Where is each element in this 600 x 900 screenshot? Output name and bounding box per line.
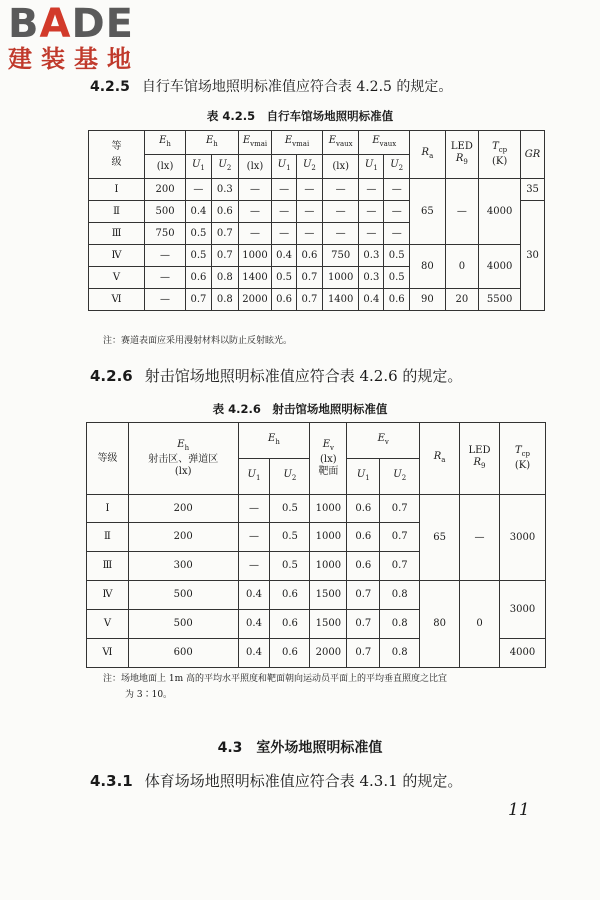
evmai-u2-cell: 0.6: [296, 245, 322, 267]
header-evaux-unit: (lx): [322, 155, 359, 179]
evmai-u1-cell: 0.5: [272, 267, 297, 289]
header-led-r9: LED $R_9$: [460, 423, 500, 495]
header-u1: $U_1$: [347, 459, 380, 495]
tcp-cell: 4000: [479, 179, 521, 245]
evmai-u1-cell: 0.4: [272, 245, 297, 267]
table-row: [89, 179, 545, 201]
u2-cell: 0.5: [270, 552, 310, 581]
tcp-cell: 4000: [479, 245, 521, 289]
header-grade: 等级: [89, 131, 145, 179]
ev-u1-cell: 0.7: [347, 581, 380, 610]
clause-4-3-1: [90, 770, 462, 791]
u1-cell: 0.5: [186, 223, 212, 245]
header-eh-unit: (lx): [145, 155, 186, 179]
header-u1: $U_1$: [186, 155, 212, 179]
evaux-u2-cell: 0.5: [384, 267, 410, 289]
table2-caption: 表 4.2.6 射击馆场地照明标准值: [212, 402, 388, 416]
tcp-cell: 5500: [479, 289, 521, 311]
table-row: [87, 581, 546, 610]
clause-4-2-6: [90, 365, 462, 386]
ev-u1-cell: 0.6: [347, 523, 380, 552]
r9-cell: —: [460, 495, 500, 581]
evaux-u2-cell: —: [384, 201, 410, 223]
evaux-cell: —: [322, 201, 359, 223]
section-heading: [0, 737, 600, 757]
ev-u1-cell: 0.7: [347, 639, 380, 668]
u1-cell: 0.7: [186, 289, 212, 311]
evaux-u1-cell: —: [359, 179, 384, 201]
r9-cell: —: [445, 179, 478, 245]
header-ev-uniformity: $E_v$: [347, 423, 420, 459]
ra-cell: 80: [420, 581, 460, 668]
header-u2: $U_2$: [270, 459, 310, 495]
u1-cell: —: [238, 552, 270, 581]
table-row: [87, 495, 546, 523]
evaux-u2-cell: 0.5: [384, 245, 410, 267]
evmai-cell: 1000: [238, 245, 271, 267]
clause-number: 4.2.5: [90, 79, 130, 95]
u2-cell: 0.7: [211, 245, 238, 267]
u1-cell: —: [238, 523, 270, 552]
clause-text: 射击馆场地照明标准值应符合表 4.2.6 的规定。: [144, 367, 463, 385]
evmai-u1-cell: —: [272, 179, 297, 201]
table1-note: 注：赛道表面应采用漫射材料以防止反射眩光。: [103, 336, 293, 346]
evaux-u1-cell: 0.3: [359, 267, 384, 289]
evaux-u2-cell: 0.6: [384, 289, 410, 311]
ra-cell: 90: [410, 289, 446, 311]
header-evaux: $E_{vaux}$: [322, 131, 359, 155]
note-line: 为 3∶10。: [125, 690, 173, 700]
evaux-cell: —: [322, 223, 359, 245]
evaux-cell: 1400: [322, 289, 359, 311]
r9-cell: 0: [445, 245, 478, 289]
section-title: 室外场地照明标准值: [256, 740, 383, 756]
header-u2: $U_2$: [380, 459, 420, 495]
u1-cell: —: [186, 179, 212, 201]
table-row: [89, 289, 545, 311]
u1-cell: 0.4: [186, 201, 212, 223]
header-eh: $E_h$: [145, 131, 186, 155]
ev-cell: 1500: [310, 581, 347, 610]
ev-cell: 1000: [310, 495, 347, 523]
u1-cell: 0.5: [186, 245, 212, 267]
eh-cell: 500: [145, 201, 186, 223]
evaux-u1-cell: —: [359, 201, 384, 223]
ev-u2-cell: 0.7: [380, 552, 420, 581]
u2-cell: 0.3: [211, 179, 238, 201]
ev-u1-cell: 0.6: [347, 495, 380, 523]
clause-number: 4.2.6: [90, 367, 133, 385]
clause-number: 4.3.1: [90, 772, 133, 790]
ev-u1-cell: 0.6: [347, 552, 380, 581]
header-ev-target: $E_v$ (lx) 靶面: [310, 423, 347, 495]
table2-note: [103, 671, 447, 703]
header-eh-uniformity: $E_h$: [238, 423, 310, 459]
gr-cell: 30: [521, 201, 545, 311]
evmai-u2-cell: —: [296, 179, 322, 201]
r9-cell: 20: [445, 289, 478, 311]
header-u1: $U_1$: [359, 155, 384, 179]
u2-cell: 0.5: [270, 523, 310, 552]
evmai-cell: 2000: [238, 289, 271, 311]
ev-u2-cell: 0.7: [380, 523, 420, 552]
grade-cell: Ⅳ: [89, 245, 145, 267]
grade-cell: Ⅳ: [87, 581, 129, 610]
evmai-u2-cell: —: [296, 201, 322, 223]
tcp-cell: 4000: [499, 639, 545, 668]
u2-cell: 0.6: [270, 610, 310, 639]
header-grade: 等级: [87, 423, 129, 495]
r9-cell: 0: [460, 581, 500, 668]
ev-cell: 1000: [310, 552, 347, 581]
grade-cell: Ⅱ: [89, 201, 145, 223]
note-line: 注：场地地面上 1m 高的平均水平照度和靶面朝向运动员平面上的平均垂直照度之比宜: [103, 674, 447, 684]
header-u2: $U_2$: [211, 155, 238, 179]
ra-cell: 80: [410, 245, 446, 289]
logo-subtitle: 建装基地: [8, 45, 140, 73]
u2-cell: 0.6: [270, 639, 310, 668]
evaux-u1-cell: 0.3: [359, 245, 384, 267]
eh-cell: —: [145, 267, 186, 289]
header-evmai: $E_{vmai}$: [238, 131, 271, 155]
gr-cell: 35: [521, 179, 545, 201]
ev-u1-cell: 0.7: [347, 610, 380, 639]
eh-cell: 500: [128, 610, 238, 639]
u1-cell: 0.6: [186, 267, 212, 289]
u1-cell: 0.4: [238, 639, 270, 668]
header-eh-uniformity: $E_h$: [186, 131, 239, 155]
evaux-cell: —: [322, 179, 359, 201]
grade-cell: Ⅱ: [87, 523, 129, 552]
header-evmai-uniformity: $E_{vmai}$: [272, 131, 323, 155]
ev-cell: 2000: [310, 639, 347, 668]
eh-cell: 500: [128, 581, 238, 610]
bicycle-venue-table: [88, 130, 545, 311]
ev-cell: 1500: [310, 610, 347, 639]
logo: [8, 1, 140, 73]
grade-cell: Ⅰ: [87, 495, 129, 523]
eh-cell: 200: [145, 179, 186, 201]
header-u1: $U_1$: [238, 459, 270, 495]
eh-cell: 600: [128, 639, 238, 668]
clause-text: 体育场场地照明标准值应符合表 4.3.1 的规定。: [144, 772, 463, 790]
evmai-u1-cell: 0.6: [272, 289, 297, 311]
ev-u2-cell: 0.8: [380, 581, 420, 610]
header-u2: $U_2$: [296, 155, 322, 179]
header-evmai-unit: (lx): [238, 155, 271, 179]
u1-cell: 0.4: [238, 581, 270, 610]
u2-cell: 0.6: [270, 581, 310, 610]
evmai-cell: —: [238, 179, 271, 201]
tcp-cell: 3000: [499, 581, 545, 639]
ev-cell: 1000: [310, 523, 347, 552]
eh-cell: —: [145, 245, 186, 267]
evmai-cell: —: [238, 201, 271, 223]
header-tcp: $T_{cp}$ (K): [499, 423, 545, 495]
grade-cell: Ⅴ: [89, 267, 145, 289]
evaux-cell: 1000: [322, 267, 359, 289]
section-number: 4.3: [217, 740, 243, 756]
evmai-u2-cell: 0.7: [296, 267, 322, 289]
header-evaux-uniformity: $E_{vaux}$: [359, 131, 410, 155]
header-gr: GR: [521, 131, 545, 179]
grade-cell: Ⅰ: [89, 179, 145, 201]
ra-cell: 65: [420, 495, 460, 581]
ev-u2-cell: 0.8: [380, 639, 420, 668]
grade-cell: Ⅵ: [89, 289, 145, 311]
grade-cell: Ⅵ: [87, 639, 129, 668]
header-tcp: $T_{cp}$ (K): [479, 131, 521, 179]
ra-cell: 65: [410, 179, 446, 245]
evaux-u2-cell: —: [384, 223, 410, 245]
ev-u2-cell: 0.8: [380, 610, 420, 639]
u2-cell: 0.8: [211, 267, 238, 289]
grade-cell: Ⅲ: [87, 552, 129, 581]
evmai-cell: 1400: [238, 267, 271, 289]
eh-cell: 200: [128, 495, 238, 523]
header-u1: $U_1$: [272, 155, 297, 179]
header-u2: $U_2$: [384, 155, 410, 179]
header-led-r9: LED $R_9$: [445, 131, 478, 179]
table-row: [89, 245, 545, 267]
eh-cell: —: [145, 289, 186, 311]
evaux-u1-cell: —: [359, 223, 384, 245]
logo-wordmark: BADE: [8, 1, 134, 47]
u1-cell: —: [238, 495, 270, 523]
page-number: 11: [508, 800, 530, 820]
u2-cell: 0.6: [211, 201, 238, 223]
evmai-cell: —: [238, 223, 271, 245]
tcp-cell: 3000: [499, 495, 545, 581]
ev-u2-cell: 0.7: [380, 495, 420, 523]
header-eh-area: $E_h$ 射击区、弹道区 (lx): [128, 423, 238, 495]
intro-clause: [90, 76, 452, 96]
shooting-venue-table: [86, 422, 546, 668]
u2-cell: 0.5: [270, 495, 310, 523]
eh-cell: 300: [128, 552, 238, 581]
evmai-u2-cell: —: [296, 223, 322, 245]
evaux-cell: 750: [322, 245, 359, 267]
u2-cell: 0.8: [211, 289, 238, 311]
evmai-u2-cell: 0.7: [296, 289, 322, 311]
grade-cell: Ⅲ: [89, 223, 145, 245]
evaux-u2-cell: —: [384, 179, 410, 201]
clause-text: 自行车馆场地照明标准值应符合表 4.2.5 的规定。: [141, 79, 453, 95]
header-ra: $R_a$: [410, 131, 446, 179]
table1-caption: 表 4.2.5 自行车馆场地照明标准值: [206, 109, 394, 123]
evmai-u1-cell: —: [272, 201, 297, 223]
evaux-u1-cell: 0.4: [359, 289, 384, 311]
eh-cell: 200: [128, 523, 238, 552]
u1-cell: 0.4: [238, 610, 270, 639]
evmai-u1-cell: —: [272, 223, 297, 245]
header-ra: $R_a$: [420, 423, 460, 495]
grade-cell: Ⅴ: [87, 610, 129, 639]
eh-cell: 750: [145, 223, 186, 245]
u2-cell: 0.7: [211, 223, 238, 245]
